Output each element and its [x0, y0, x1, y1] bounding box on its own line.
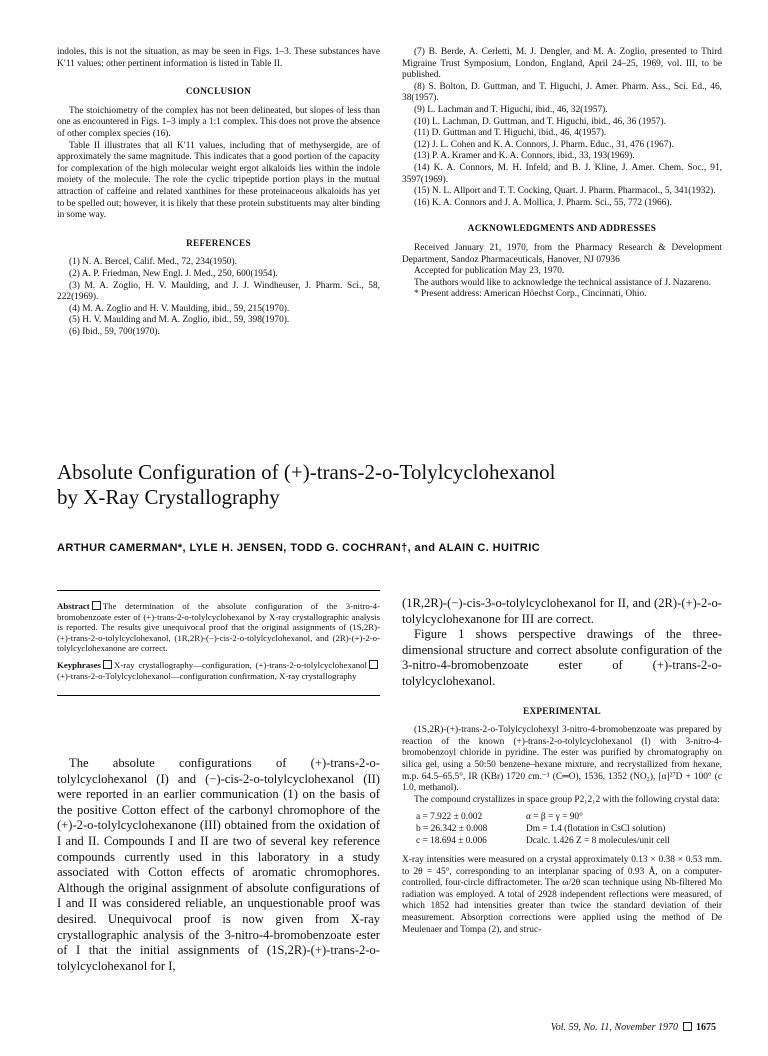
square-icon [92, 601, 101, 610]
intro-paragraph: The absolute configurations of (+)-trans-2-o-tolylcyclohexanol (I) and (−)-cis-2-o-tolylcyclohexanol (II) were reported in an earlier communication (1) on the basis of the positive Cotton effect of the carbonyl chromophore of the (+)-2-o-tolylcyclohexanone (III) obtained from the oxidation of I and II. Compounds I and II are two of several key reference compounds currently used in this laboratory in a study associated with Cotton effects of aromatic chromophores. Although the original assignment of absolute configurations of I and II was considered reliable, an unquestionable proof was desired. Unequivocal proof is now given from X-ray crystallographic analysis of the 3-nitro-4-bromobenzoate ester of I that the initial assignments of (1S,2R)-(+)-trans-2-o-tolylcyclohexanol for I, [57, 756, 380, 973]
conclusion-heading: CONCLUSION [185, 86, 252, 97]
experimental-paragraph: X-ray intensities were measured on a crystal approximately 0.13 × 0.38 × 0.53 mm. to 2θ = 45°, corresponding to an interplanar spacing of 0.93 Å, on a computer-controlled, four-circle diffractometer. The ω/2θ scan technique using Nb-filtered Mo radiation was employed. A total of 2928 independent reflections were measured, of which 1852 had intensities greater than twice the standard deviation of their measurement. Absorption corrections were applied using the method of De Meulenaer and Tompa (2), and struc- [402, 855, 722, 935]
article-title [57, 460, 717, 510]
crystal-param: Dcalc. 1.426 Z = 8 molecules/unit cell [526, 835, 670, 846]
crystal-param: b = 26.342 ± 0.008 [416, 823, 488, 834]
intro-paragraph: Figure 1 shows perspective drawings of the three-dimensional structure and correct absolute configuration of the 3-nitro-4-bromobenzoate ester of (+)-trans-2-o-tolylcyclohexanol. [402, 627, 722, 688]
reference-item: (15) N. L. Allport and T. T. Cocking, Quart. J. Pharm. Pharmacol., 5, 341(1932). [414, 186, 716, 197]
crystal-param: c = 18.694 ± 0.006 [416, 835, 487, 846]
square-icon [369, 660, 378, 669]
keyphrases-label: Keyphrases [57, 659, 101, 670]
abstract-box [57, 590, 380, 696]
crystal-param: Dm = 1.4 (flotation in CsCl solution) [526, 823, 666, 834]
page-footer [551, 1022, 716, 1033]
crystal-param: α = β = γ = 90° [526, 812, 583, 823]
ack-received: Received January 21, 1970, from the Pharmacy Research & Development Department, Sandoz Pharmaceuticals, Hanover, NJ 07936 [402, 242, 722, 265]
keyphrases [57, 660, 380, 681]
reference-item: (2) A. P. Friedman, New Engl. J. Med., 250, 600(1954). [69, 268, 278, 279]
keyphrases-text: (+)-trans-2-o-Tolylcyclohexanol—configuration confirmation, X-ray crystallography [57, 670, 357, 681]
reference-item: (12) J. L. Cohen and K. A. Connors, J. Pharm. Educ., 31, 476 (1967). [414, 139, 674, 150]
reference-item: (11) D. Guttman and T. Higuchi, ibid., 46, 4(1957). [414, 128, 607, 139]
abstract-label: Abstract [57, 601, 90, 611]
reference-item: (16) K. A. Connors and J. A. Mollica, J. Pharm. Sci., 55, 772 (1966). [414, 197, 672, 208]
reference-item: (13) P. A. Kramer and K. A. Connors, ibid., 33, 193(1969). [414, 151, 635, 162]
experimental-heading: EXPERIMENTAL [523, 705, 601, 716]
article-right-column [402, 596, 722, 936]
crystal-data-row [416, 812, 722, 824]
intro-continuation: indoles, this is not the situation, as may be seen in Figs. 1–3. These substances have K′11 values; other pertinent information is listed in Table II. [57, 47, 380, 69]
reference-item: (9) L. Lachman and T. Higuchi, ibid., 46, 32(1957). [414, 104, 608, 115]
conclusion-paragraph: The stoichiometry of the complex has not been delineated, but slopes of less than one as encountered in Figs. 1–3 imply a 1:1 complex. This does not prove the absence of other complex species (16). [57, 105, 380, 139]
article-left-column [57, 756, 380, 974]
keyphrases-text: X-ray crystallography—configuration, (+)-trans-2-o-tolylcyclohexanol [114, 659, 367, 670]
author-list: ARTHUR CAMERMAN*, LYLE H. JENSEN, TODD G. COCHRAN†, and ALAIN C. HUITRIC [57, 542, 541, 554]
square-icon [683, 1022, 692, 1031]
ack-accepted: Accepted for publication May 23, 1970. [414, 266, 565, 277]
top-left-column [57, 47, 380, 338]
references-heading: REFERENCES [186, 237, 251, 248]
conclusion-paragraph: Table II illustrates that all K′11 values, including that of methysergide, are of approximately the same magnitude. This indicates that a good portion of the capacity for complexation of the high molecular weight ergot alkaloids lies within the indole moiety of the molecule. The role the cyclic tripeptide portion plays in the mutual attraction of caffeine and related xanthines for these proteinaceous alkaloids has yet to be spelled out; however, it is likely that these protein substituents may alter binding in some way. [57, 140, 380, 221]
crystal-data-row [416, 836, 722, 848]
reference-item: (1) N. A. Bercel, Calif. Med., 72, 234(1950). [69, 257, 237, 268]
reference-item: (14) K. A. Connors, M. H. Infeld, and B. J. Kline, J. Amer. Chem. Soc., 91, 3597(1969). [402, 162, 722, 185]
crystal-data-table [416, 812, 722, 847]
reference-item: (4) M. A. Zoglio and H. V. Maulding, ibid., 59, 215(1970). [69, 303, 290, 314]
abstract-text: The determination of the absolute configuration of the 3-nitro-4-bromobenzoate ester of (+)-trans-2-o-tolylcyclohexanol by X-ray crystallographic analysis is reported. The results give unequivocal proof that the original assignments of (1S,2R)-(+)-trans-2-o-tolylcyclohexanol, (1R,2R)-(−)-cis-2-o-tolylcyclohexanol, and (2R)-(+)-2-o-tolylcyclohexanone are correct. [57, 601, 380, 654]
intro-continuation: (1R,2R)-(−)-cis-3-o-tolylcyclohexanol for II, and (2R)-(+)-2-o-tolylcyclohexanone for III are correct. [402, 596, 722, 626]
abstract [57, 601, 380, 654]
reference-item: (6) Ibid., 59, 700(1970). [69, 326, 160, 337]
reference-item: (3) M. A. Zoglio, H. V. Maulding, and J. J. Windheuser, J. Pharm. Sci., 58, 222(1969). [57, 280, 380, 303]
acknowledgments-heading: ACKNOWLEDGMENTS AND ADDRESSES [467, 223, 657, 234]
page-number: 1675 [696, 1022, 716, 1033]
title-line: by X-Ray Crystallography [57, 485, 280, 509]
crystal-param: a = 7.922 ± 0.002 [416, 812, 483, 823]
crystal-data-row [416, 824, 722, 836]
reference-item: (8) S. Bolton, D. Guttman, and T. Higuchi, J. Amer. Pharm. Ass., Sci. Ed., 46, 38(1957). [402, 81, 722, 104]
square-icon [103, 660, 112, 669]
journal-issue: Vol. 59, No. 11, November 1970 [550, 1022, 678, 1033]
title-line: Absolute Configuration of (+)-trans-2-o-Tolylcyclohexanol [57, 460, 556, 484]
reference-item: (10) L. Lachman, D. Guttman, and T. Higuchi, ibid., 46, 36 (1957). [414, 116, 666, 127]
ack-thanks: The authors would like to acknowledge the technical assistance of J. Nazareno. [414, 277, 712, 288]
top-right-column [402, 47, 722, 301]
reference-list [402, 47, 722, 209]
experimental-paragraph: (1S,2R)-(+)-trans-2-o-Tolylcyclohexyl 3-nitro-4-bromobenzoate was prepared by reaction of the known (+)-trans-2-o-tolylcyclohexanol (I) with 3-nitro-4-bromobenzoyl chloride in pyridine. The ester was purified by chromatography on silica gel, using a 50:50 benzene–hexane mixture, and recrystallized from hexane, m.p. 64.5–65.5°, IR (KBr) 1720 cm.⁻¹ (C═O), 1536, 1352 (NO₂), [α]²⁷D + 100° (c 1.0, methanol). [402, 725, 722, 794]
ack-present-address: * Present address: American Höechst Corp., Cincinnati, Ohio. [414, 289, 647, 300]
reference-list [57, 257, 380, 338]
experimental-paragraph: The compound crystallizes in space group P2₁2₁2 with the following crystal data: [414, 794, 720, 805]
reference-item: (5) H. V. Maulding and M. A. Zoglio, ibid., 59, 398(1970). [69, 315, 290, 326]
reference-item: (7) B. Berde, A. Cerletti, M. J. Dengler, and M. A. Zoglio, presented to Third Migraine Trust Symposium, London, England, April 24–25, 1969, vol. III, to be published. [402, 47, 722, 81]
